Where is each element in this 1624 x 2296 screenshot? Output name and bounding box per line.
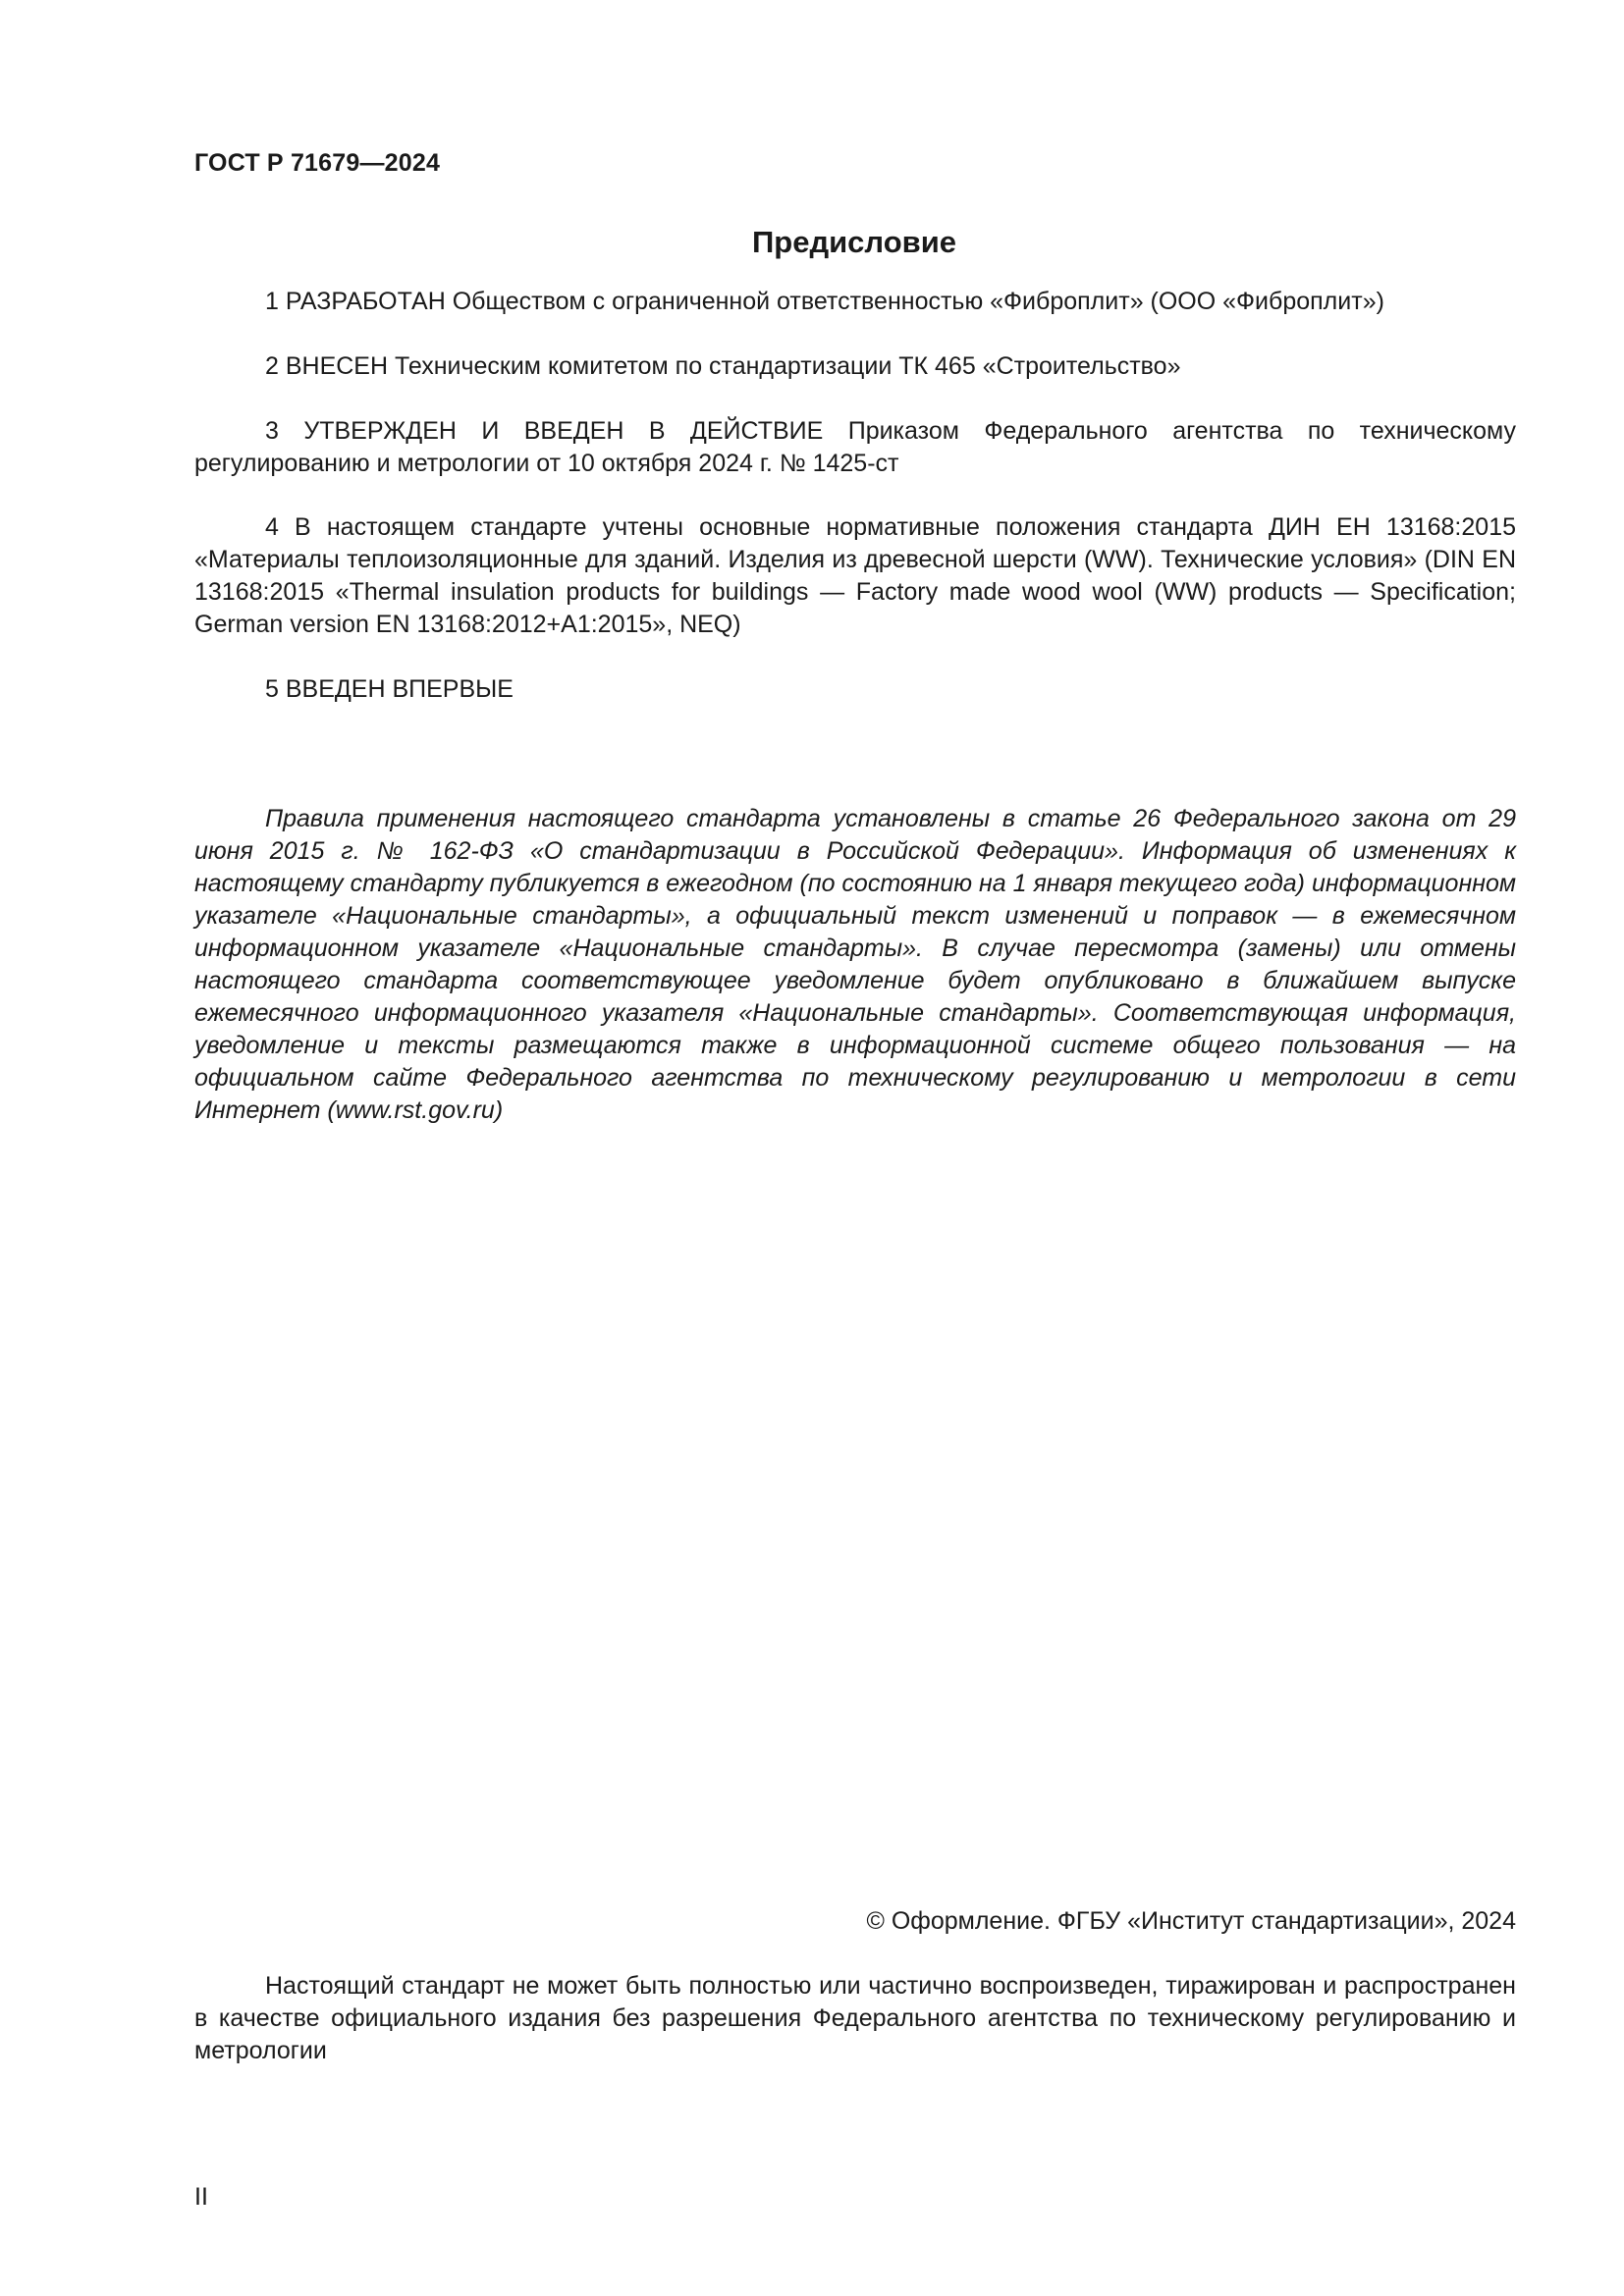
rules-notice — [194, 803, 1516, 1127]
preface-item-3 — [194, 415, 1516, 480]
preface-item-text: 2 ВНЕСЕН Техническим комитетом по стандартизации ТК 465 «Строительство» — [265, 352, 1181, 380]
reproduction-notice — [194, 1970, 1516, 2067]
reproduction-notice-text: Настоящий стандарт не может быть полностью или частично воспроизведен, тиражирован и распространен в качестве официального издания без разрешения Федерального агентства по техническому регулированию и метрологии — [194, 1972, 1516, 2064]
preface-item-4 — [194, 511, 1516, 641]
standard-code: ГОСТ Р 71679—2024 — [194, 149, 441, 177]
preface-item-2 — [194, 350, 1516, 383]
preface-title: Предисловие — [751, 225, 956, 259]
preface-item-1 — [194, 286, 1516, 318]
preface-item-text: 4 В настоящем стандарте учтены основные нормативные положения стандарта ДИН ЕН 13168:2015 «Материалы теплоизоляционные для зданий. Изделия из древесной шерсти (WW). Технические условия» (DIN EN 13168:2015 «Thermal insulation products for buildings — Factory made wood wool (WW) products — Specification; German version EN 13168:2012+A1:2015», NEQ) — [194, 513, 1516, 638]
rules-notice-text: Правила применения настоящего стандарта установлены в статье 26 Федерального закона от 29 июня 2015 г. № 162-ФЗ «О стандартизации в Российской Федерации». Информация об изменениях к настоящему стандарту публикуется в ежегодном (по состоянию на 1 января текущего года) информационном указателе «Национальные стандарты», а официальный текст изменений и поправок — в ежемесячном информационном указателе «Национальные стандарты». В случае пересмотра (замены) или отмены настоящего стандарта соответствующее уведомление будет опубликовано в ближайшем выпуске ежемесячного информационного указателя «Национальные стандарты». Соответствующая информация, уведомление и тексты размещаются также в информационной системе общего пользования — на официальном сайте Федерального агентства по техническому регулированию и метрологии в сети Интернет (www.rst.gov.ru) — [194, 805, 1517, 1124]
page-number: II — [194, 2183, 208, 2211]
preface-item-5 — [194, 673, 1516, 706]
preface-item-text: 3 УТВЕРЖДЕН И ВВЕДЕН В ДЕЙСТВИЕ Приказом Федерального агентства по техническому регулированию и метрологии от 10 октября 2024 г. № 1425-ст — [194, 417, 1516, 477]
preface-item-text: 1 РАЗРАБОТАН Обществом с ограниченной ответственностью «Фиброплит» (ООО «Фиброплит») — [265, 288, 1384, 315]
copyright-line: © Оформление. ФГБУ «Институт стандартизации», 2024 — [866, 1907, 1516, 1935]
preface-item-text: 5 ВВЕДЕН ВПЕРВЫЕ — [265, 675, 514, 703]
